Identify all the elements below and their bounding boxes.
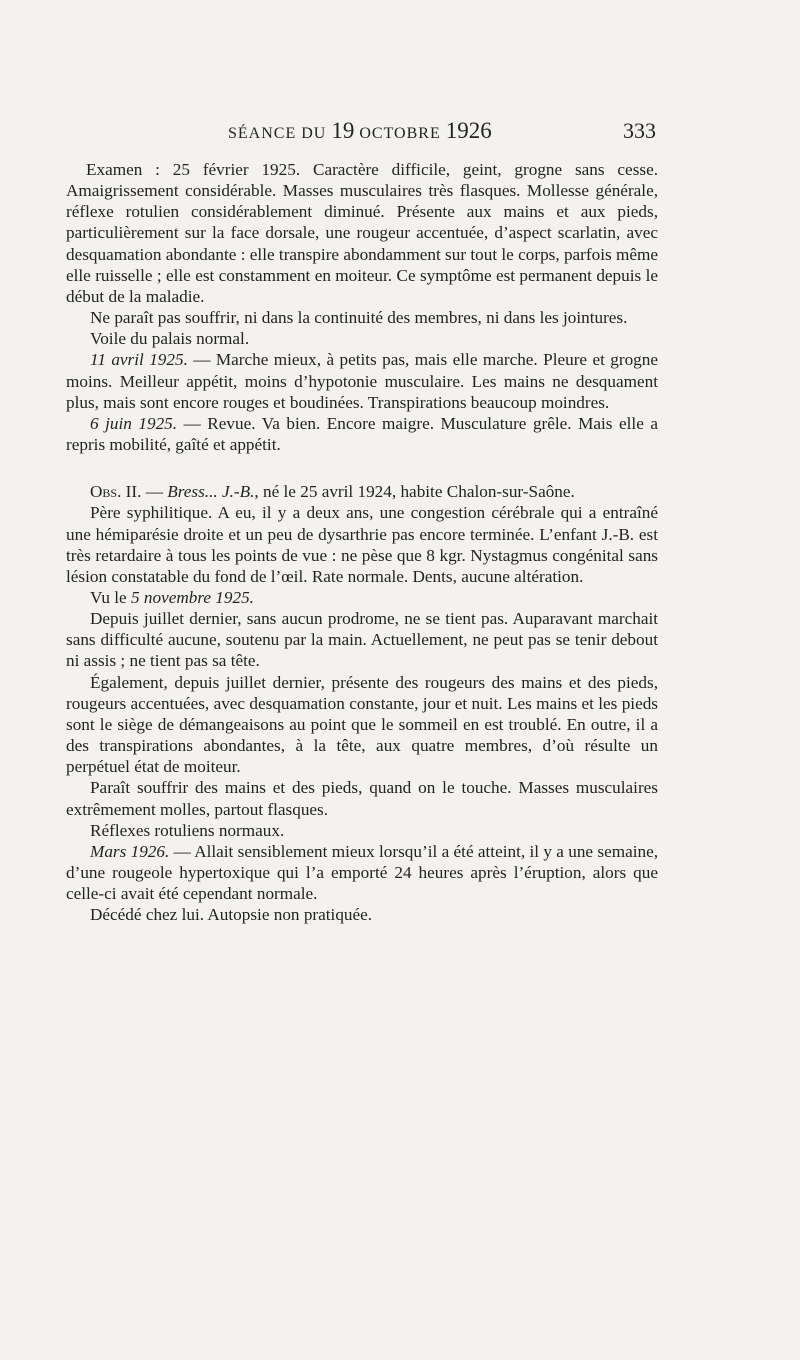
page-number: 333: [623, 118, 656, 143]
paragraph: Paraît souffrir des mains et des pieds, quand on le touche. Masses musculaires extrêmement molles, partout flasques.: [66, 778, 658, 819]
paragraph: Également, depuis juillet dernier, présente des rougeurs des mains et des pieds, rougeurs accentuées, avec desquamation constante, jour et nuit. Les mains et les pieds sont le siège de démangeaisons au point que le sommeil en est troublé. En outre, il a des transpirations abondantes, à la tête, aux quatre membres, d’où résulte un perpétuel état de moiteur.: [66, 672, 658, 777]
paragraph: Examen : 25 février 1925. Caractère difficile, geint, grogne sans cesse. Amaigrissement considérable. Masses musculaires très flasques. Mollesse générale, réflexe rotulien considérablement diminué. Présente aux mains et aux pieds, particulièrement sur la face dorsale, une rougeur accentuée, d’aspect scarlatin, avec desquamation abondante : elle transpire abondamment sur tout le corps, parfois même elle ruisselle ; elle est constamment en moiteur. Ce symptôme est permanent depuis le début de la maladie.: [66, 160, 658, 306]
paragraph: Mars 1926. — Allait sensiblement mieux lorsqu’il a été atteint, il y a une semaine, d’une rougeole hypertoxique qui l’a emporté 24 heures après l’éruption, alors que celle-ci avait été cependant normale.: [66, 841, 658, 904]
paragraph: Décédé chez lui. Autopsie non pratiquée.: [90, 905, 373, 925]
paragraph: Père syphilitique. A eu, il y a deux ans, une congestion cérébrale qui a entraîné une hémiparésie droite et un peu de dysarthrie pas encore terminée. L’enfant J.-B. est très retardaire à tous les points de vue : ne pèse que 8 kgr. Nystagmus congénital sans lésion constatable du fond de l’œil. Rate normale. Dents, aucune altération.: [66, 503, 658, 586]
paragraph: 6 juin 1925. — Revue. Va bien. Encore maigre. Musculature grêle. Mais elle a repris mobilité, gaîté et appétit.: [66, 413, 658, 455]
header-title: SÉANCE DU 19 OCTOBRE 1926: [228, 118, 492, 143]
paragraph: Réflexes rotuliens normaux.: [90, 820, 285, 840]
paragraph: 11 avril 1925. — Marche mieux, à petits pas, mais elle marche. Pleure et grogne moins. Meilleur appétit, moins d’hypotonie musculaire. Les mains ne desquament plus, mais sont encore rouges et boudinées. Transpirations beaucoup moindres.: [66, 350, 658, 412]
observation-heading: Obs. II. — Bress... J.-B., né le 25 avril 1924, habite Chalon-sur-Saône.: [90, 482, 575, 502]
paragraph: Vu le 5 novembre 1925.: [90, 587, 254, 607]
body-text: [66, 159, 658, 925]
running-header: [228, 118, 656, 148]
paragraph: Voile du palais normal.: [90, 329, 250, 349]
paragraph: Depuis juillet dernier, sans aucun prodrome, ne se tient pas. Auparavant marchait sans difficulté aucune, soutenu par la main. Actuellement, ne peut pas se tenir debout ni assis ; ne tient pas sa tête.: [66, 609, 658, 671]
paragraph: Ne paraît pas souffrir, ni dans la continuité des membres, ni dans les jointures.: [90, 308, 628, 328]
